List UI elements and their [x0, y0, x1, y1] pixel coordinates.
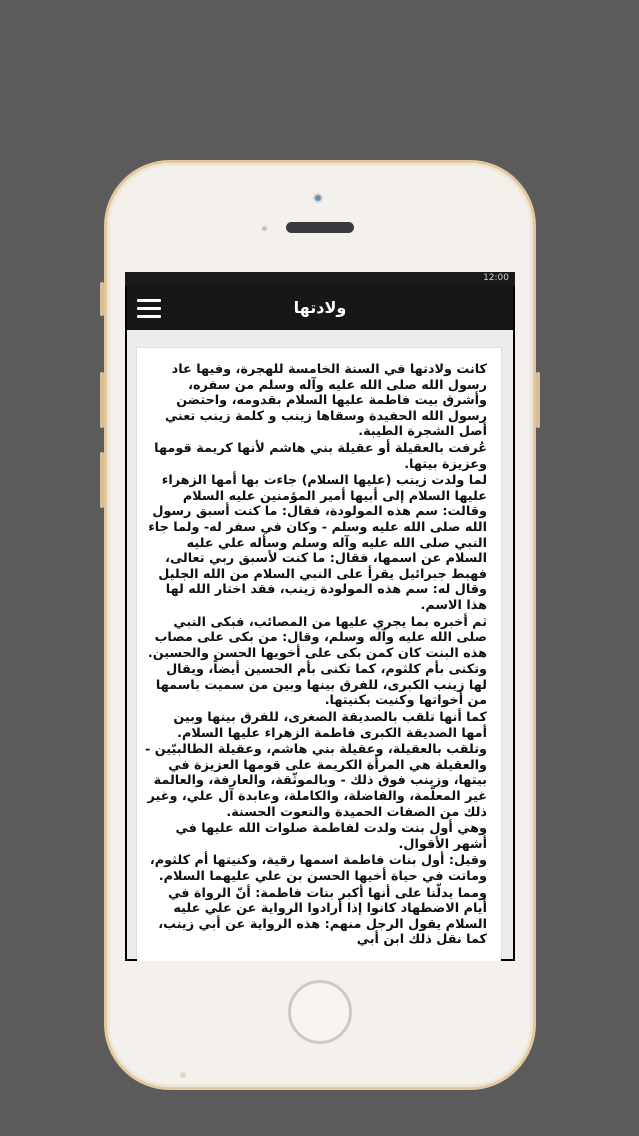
article-card — [137, 348, 501, 961]
article-paragraph: كانت ولادتها في السنة الخامسة للهجرة، وفيها عاد رسول الله صلى الله عليه وآله وسلم من سفره، وأشرق بيت فاطمة عليها السلام بقدومه، واحتضن رسول الله الحفيدة وسقاها زينب و كلمة زينب تعني أصل الشجرة الطيبة. — [165, 362, 487, 440]
article-text — [137, 348, 501, 948]
article-paragraph: ومما يدلّنا على أنها أكبر بنات فاطمة: أنّ الرواة في أيام الاضطهاد كانوا إذا أرادوا الرواية عن علي عليه السلام يقول الرجل منهم: هذه الرواية عن أبي زينب، كما نقل ذلك ابن أبي — [158, 885, 487, 948]
front-camera — [313, 193, 323, 203]
article-paragraph: وقيل: أول بنات فاطمة اسمها رقية، وكنيتها أم كلثوم، وماتت في حياة أخيها الحسن بن علي عليهما السلام. — [149, 853, 487, 884]
home-button[interactable] — [288, 980, 352, 1044]
bottom-mic-dot — [180, 1072, 186, 1078]
article-paragraph: ثم أخبره بما يجري عليها من المصائب، فبكى النبي صلى الله عليه وآله وسلم، وقال: من بكى على مصاب هذه البنت كان كمن بكى على أخويها الحسن والحسين. — [147, 614, 487, 661]
status-time: 12:00 — [483, 273, 509, 283]
content-area[interactable] — [127, 330, 513, 959]
app-bar — [127, 286, 513, 330]
status-bar — [125, 272, 515, 286]
page-title: ولادتها — [293, 298, 347, 317]
article-paragraph: عُرفت بالعقيلة أو عقيلة بني هاشم لأنها كريمة قومها وعزيزة بيتها. — [154, 440, 487, 472]
power-button — [536, 372, 540, 428]
phone-screen — [125, 272, 515, 961]
article-paragraph: لما ولدت زينب (عليها السلام) جاءت بها أمها الزهراء عليها السلام إلى أبيها أمير المؤمنين عليه السلام وقالت: سم هذه المولودة، فقال: ما كنت أسبق رسول الله صلى الله عليه وسلم - وكان في سفر له- ولما جاء النبي صلى الله عليه وآله وسلم وسأله علي عليه السلام عن اسمها، فقال: ما كنت لأسبق ربي تعالى، فهبط جبرائيل يقرأ على النبي السلام من الله الجليل وقال له: سم هذه المولودة زينب، فقد اختار الله لها هذا الاسم. — [148, 473, 487, 613]
article-paragraph: وتكنى بأم كلثوم، كما تكنى بأم الحسين أيضاً، ويقال لها زينب الكبرى، للفرق بينها وبين من سميت باسمها من أخواتها وكنيت بكنيتها. — [155, 662, 487, 709]
earpiece-speaker — [286, 222, 354, 233]
proximity-sensor — [262, 226, 267, 231]
article-paragraph: وهي أول بنت ولدت لفاطمة صلوات الله عليها في أشهر الأقوال. — [175, 821, 487, 852]
article-paragraph: وتلقب بالعقيلة، وعقيلة بني هاشم، وعقيلة الطالبيّين - والعقيلة هي المرأة الكريمة على قومها العزيزة في بيتها، وزينب فوق ذلك - وبالموثّقة، والعارفة، والعالمة غير المعلّمة، والفاضلة، والكاملة، وعابدة آل علي، وغير ذلك من الصفات الحميدة والنعوت الحسنة. — [145, 742, 487, 820]
article-paragraph: كما أنها تلقب بالصديقة الصغرى، للفرق بينها وبين أمها الصديقة الكبرى فاطمة الزهراء عليها السلام. — [173, 710, 487, 741]
